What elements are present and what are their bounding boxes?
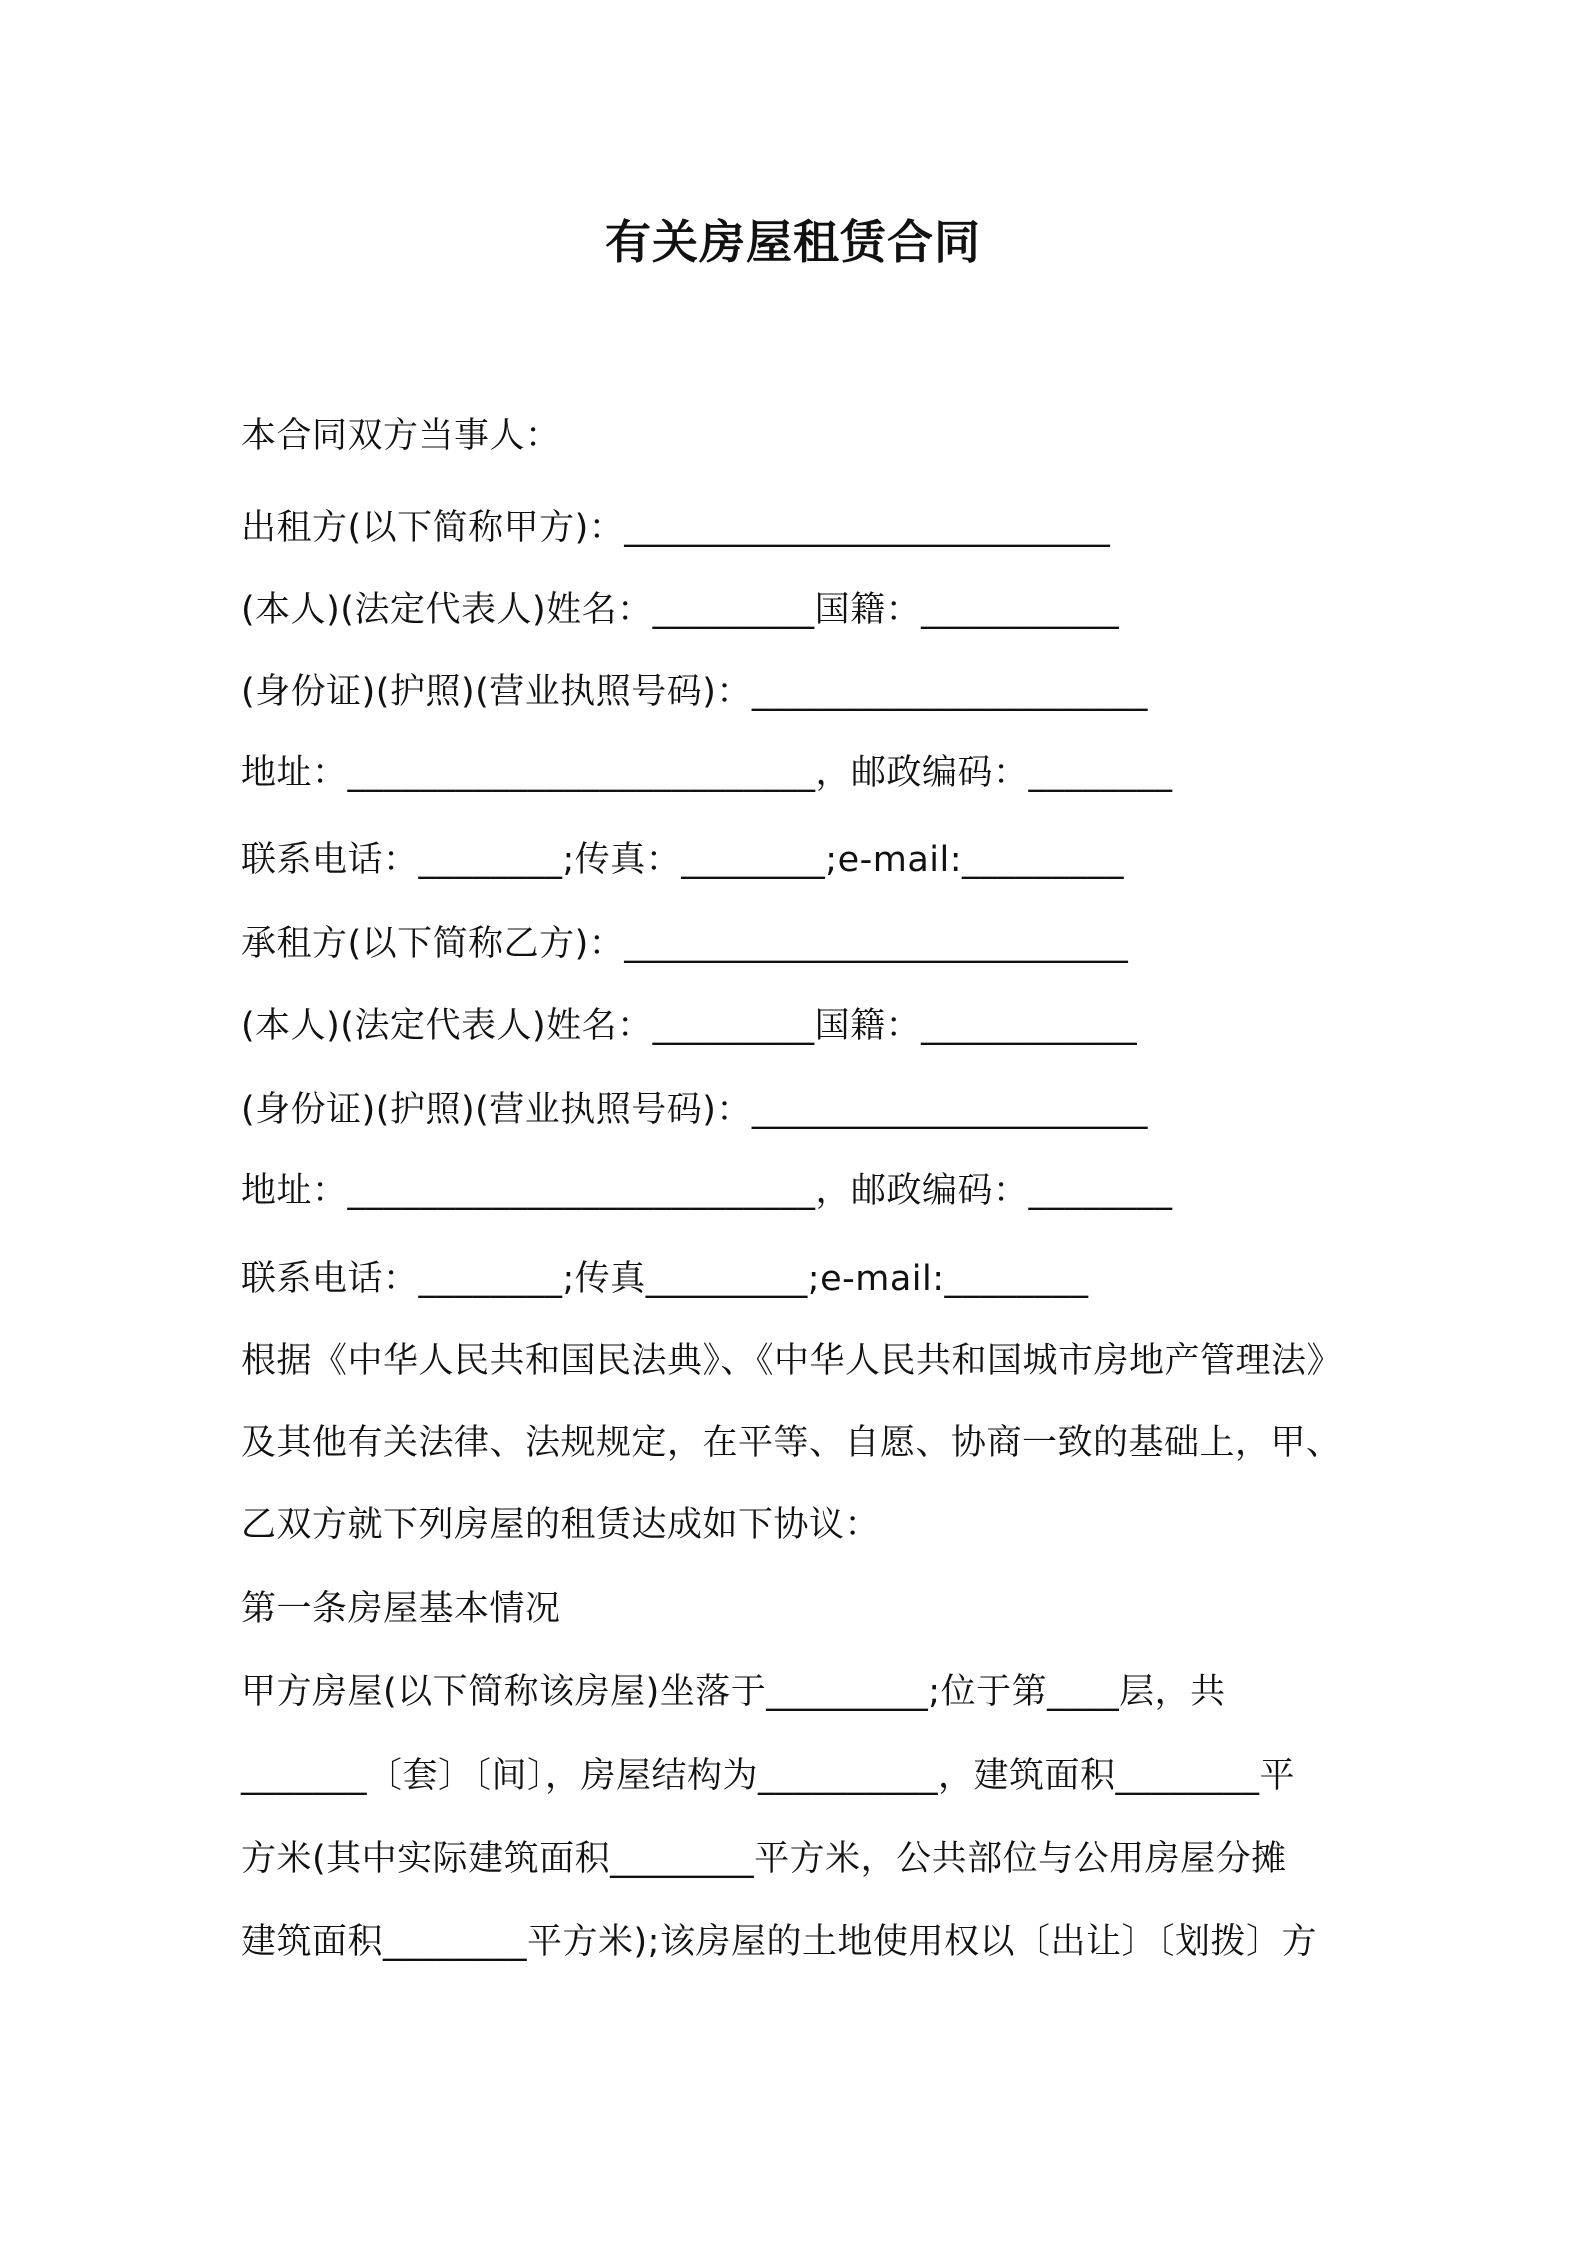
lessor-contact-line: 联系电话：________;传真：________;e-mail:_________ bbox=[241, 840, 1125, 880]
lessee-id-line: (身份证)(护照)(营业执照号码)：______________________ bbox=[241, 1090, 1148, 1130]
basis-paragraph-line-2: 及其他有关法律、法规规定，在平等、自愿、协商一致的基础上，甲、 bbox=[241, 1423, 1342, 1463]
lessee-address-line: 地址：__________________________，邮政编码：________ bbox=[241, 1171, 1173, 1211]
lessor-name-nationality-line: (本人)(法定代表人)姓名：_________国籍：___________ bbox=[241, 590, 1120, 630]
article-one-heading: 第一条房屋基本情况 bbox=[241, 1589, 561, 1629]
lessor-line: 出租方(以下简称甲方)：___________________________ bbox=[241, 508, 1111, 548]
basis-paragraph-line-1: 根据《中华人民共和国民法典》、《中华人民共和国城市房地产管理法》 bbox=[241, 1341, 1343, 1381]
article-one-line-2: _______〔套〕〔间〕，房屋结构为__________，建筑面积________平 bbox=[241, 1756, 1296, 1796]
lessee-contact-line: 联系电话：________;传真_________;e-mail:________ bbox=[241, 1259, 1089, 1299]
article-one-line-1: 甲方房屋(以下简称该房屋)坐落于_________;位于第____层，共 bbox=[241, 1672, 1226, 1712]
basis-paragraph-line-3: 乙双方就下列房屋的租赁达成如下协议： bbox=[241, 1505, 881, 1545]
lessor-id-line: (身份证)(护照)(营业执照号码)：______________________ bbox=[241, 672, 1148, 712]
lessor-address-line: 地址：__________________________，邮政编码：________ bbox=[241, 753, 1173, 793]
article-one-line-4: 建筑面积________平方米);该房屋的土地使用权以〔出让〕〔划拨〕方 bbox=[241, 1922, 1317, 1962]
lessee-line: 承租方(以下简称乙方)：____________________________ bbox=[241, 924, 1129, 964]
document-title: 有关房屋租赁合同 bbox=[605, 215, 981, 269]
parties-heading: 本合同双方当事人： bbox=[241, 416, 561, 456]
article-one-line-3: 方米(其中实际建筑面积________平方米，公共部位与公用房屋分摊 bbox=[241, 1839, 1287, 1879]
lessee-name-nationality-line: (本人)(法定代表人)姓名：_________国籍：____________ bbox=[241, 1006, 1138, 1046]
